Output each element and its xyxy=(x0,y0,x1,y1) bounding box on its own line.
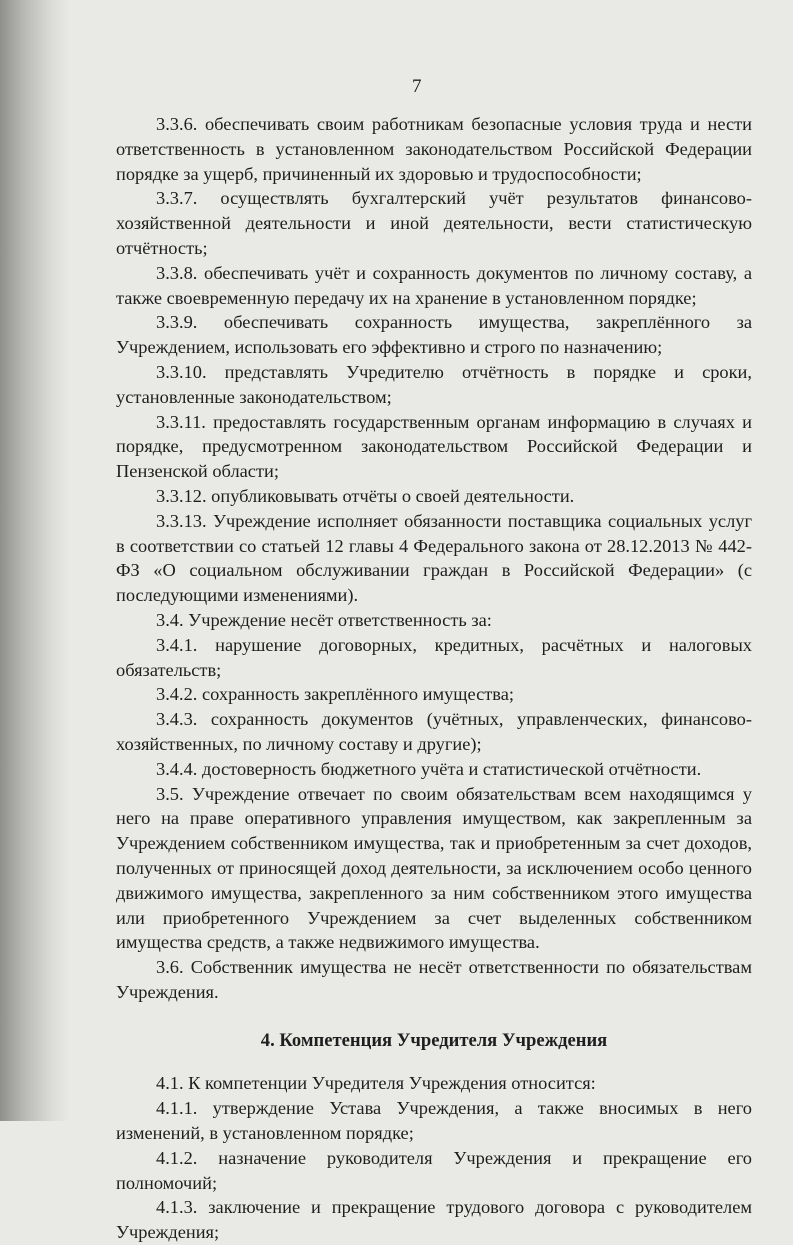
paragraph-3-3-11: 3.3.11. предоставлять государственным органам информацию в случаях и порядке, предусмотренном законодательством Российской Федерации и Пензенской области; xyxy=(116,411,752,482)
document-body xyxy=(116,112,752,1245)
paragraph-3-4-1: 3.4.1. нарушение договорных, кредитных, расчётных и налоговых обязательств; xyxy=(116,634,752,680)
paragraph-3-4: 3.4. Учреждение несёт ответственность за: xyxy=(156,609,492,630)
paragraph-4-1-2: 4.1.2. назначение руководителя Учреждения и прекращение его полномочий; xyxy=(116,1147,752,1193)
paragraph-3-3-13: 3.3.13. Учреждение исполняет обязанности поставщика социальных услуг в соответствии со статьей 12 главы 4 Федерального закона от 28.12.2013 № 442-ФЗ «О социальном обслуживании граждан в Российской Федерации» (с последующими изменениями). xyxy=(116,510,752,606)
paragraph-3-4-4: 3.4.4. достоверность бюджетного учёта и статистической отчётности. xyxy=(156,758,702,779)
paragraph-3-4-3: 3.4.3. сохранность документов (учётных, управленческих, финансово-хозяйственных, по личному составу и другие); xyxy=(116,709,752,754)
page-number: 7 xyxy=(412,76,422,97)
paragraph-3-3-6: 3.3.6. обеспечивать своим работникам безопасные условия труда и нести ответственность в установленном законодательством Российской Федерации порядке за ущерб, причиненный их здоровью и трудоспособности; xyxy=(116,114,752,184)
section-heading: 4. Компетенция Учредителя Учреждения xyxy=(260,1029,608,1051)
paragraph-3-6: 3.6. Собственник имущества не несёт ответственности по обязательствам Учреждения. xyxy=(116,957,752,1002)
paragraph-4-1-3: 4.1.3. заключение и прекращение трудового договора с руководителем Учреждения; xyxy=(116,1197,752,1243)
paragraph-3-5: 3.5. Учреждение отвечает по своим обязательствам всем находящимся у него на праве оперативного управления имуществом, как закрепленным за Учреждением собственником имущества, так и приобретенным за счет доходов, полученных от приносящей доход деятельности, за исключением особо ценного движимого имущества, закрепленного за ним собственником этого имущества или приобретенного Учреждением за счет выделенных собственником имущества средств, а также недвижимого имущества. xyxy=(116,783,752,953)
paragraph-4-1: 4.1. К компетенции Учредителя Учреждения относится: xyxy=(156,1073,596,1094)
paragraph-3-3-7: 3.3.7. осуществлять бухгалтерский учёт результатов финансово-хозяйственной деятельности и иной деятельности, вести статистическую отчётность; xyxy=(116,188,752,258)
paragraph-3-3-12: 3.3.12. опубликовывать отчёты о своей деятельности. xyxy=(156,485,575,506)
paragraph-3-4-2: 3.4.2. сохранность закреплённого имущества; xyxy=(156,684,514,705)
paragraph-3-3-8: 3.3.8. обеспечивать учёт и сохранность документов по личному составу, а также своевременную передачу их на хранение в установленном порядке; xyxy=(116,262,752,308)
scan-edge-shadow xyxy=(0,0,70,1121)
paragraph-3-3-10: 3.3.10. представлять Учредителю отчётность в порядке и сроки, установленные законодательством; xyxy=(116,361,752,407)
paragraph-4-1-1: 4.1.1. утверждение Устава Учреждения, а также вносимых в него изменений, в установленном порядке; xyxy=(116,1098,752,1144)
paragraph-3-3-9: 3.3.9. обеспечивать сохранность имущества, закреплённого за Учреждением, использовать его эффективно и строго по назначению; xyxy=(116,312,752,358)
